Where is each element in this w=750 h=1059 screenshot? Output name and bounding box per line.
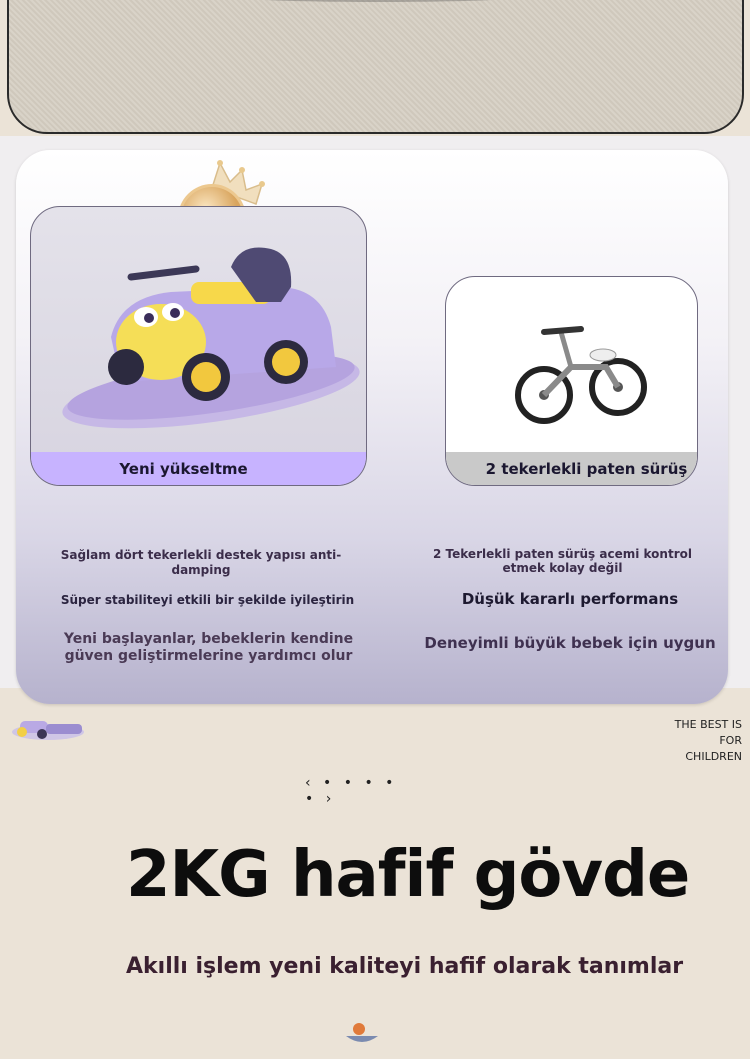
hero-subheadline: Akıllı işlem yeni kaliteyi hafif olarak tanımlar bbox=[126, 954, 684, 979]
brand-tagline bbox=[660, 717, 742, 765]
hero-headline: 2KG hafif gövde bbox=[126, 838, 690, 912]
brand-tagline-line1: THE BEST IS bbox=[674, 718, 742, 731]
product1-feature-3: Yeni başlayanlar, bebeklerin kendine güven geliştirmelerine yardımcı olur bbox=[63, 631, 354, 664]
product1-feature-1: Sağlam dört tekerlekli destek yapısı anti-damping bbox=[60, 548, 342, 577]
carousel-dots: ‹ • • • • • › bbox=[305, 775, 398, 807]
fabric-seat-closeup bbox=[7, 0, 744, 134]
product1-feature-2: Süper stabiliteyi etkili bir şekilde iyileştirin bbox=[60, 593, 355, 607]
decorative-figure-icon bbox=[344, 1020, 380, 1050]
product-tile-balance-bike[interactable] bbox=[445, 276, 698, 486]
product-label: 2 tekerlekli paten sürüş bbox=[485, 459, 688, 478]
product2-feature-3: Deneyimli büyük bebek için uygun bbox=[424, 634, 716, 652]
balance-bike-image bbox=[446, 277, 698, 454]
brand-tagline-line2: FOR CHILDREN bbox=[685, 734, 742, 763]
product-tile-ride-on-car[interactable] bbox=[30, 206, 367, 486]
product-label-band bbox=[31, 452, 366, 485]
product2-feature-1: 2 Tekerlekli paten sürüş acemi kontrol etmek kolay değil bbox=[433, 547, 692, 575]
ride-on-car-image bbox=[31, 207, 367, 454]
product-label: Yeni yükseltme bbox=[119, 459, 248, 478]
brand-logo-icon bbox=[8, 712, 88, 742]
product2-feature-2: Düşük kararlı performans bbox=[461, 590, 679, 608]
product-label-band bbox=[446, 452, 697, 485]
